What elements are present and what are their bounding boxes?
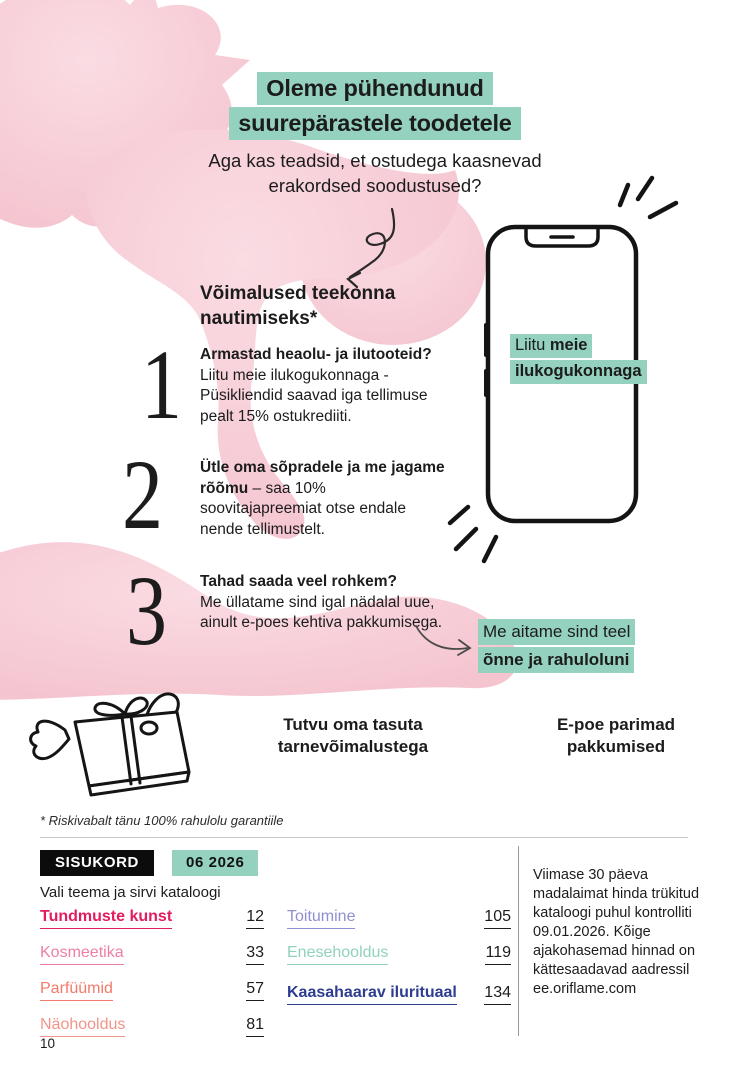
step-1-numeral: 1 [141, 329, 182, 440]
step-1-text [200, 345, 458, 427]
issue-badge: 06 2026 [172, 850, 258, 876]
toc-hint: Vali teema ja sirvi kataloogi [40, 884, 221, 901]
step-2-body: – saa 10% soovitajapreemiat otse endale nende tellimustelt. [200, 479, 406, 538]
banner-eshop: E-poe parimad pakkumised [556, 715, 676, 756]
steps-heading-line2: nautimiseks* [200, 308, 318, 329]
hero-title-line2: suurepärastele toodetele [229, 107, 520, 140]
steps-heading-line1: Võimalused teekonna [200, 283, 396, 304]
toc-page-number[interactable]: 105 [484, 908, 511, 929]
toc-page-number[interactable]: 134 [484, 984, 511, 1005]
toc-page-number[interactable]: 57 [246, 980, 264, 1001]
winged-gift-icon [25, 684, 200, 804]
phone-cta-line2: ilukogukonnaga [515, 362, 642, 380]
footnote: * Riskivabalt tänu 100% rahulolu garantiile [40, 813, 284, 828]
toc-row-kaasahaarav-ilurituaal[interactable] [287, 984, 511, 1005]
toc-link[interactable]: Kosmeetika [40, 944, 124, 965]
toc-badge: SISUKORD [40, 850, 154, 876]
steps-heading [200, 281, 395, 331]
step-1-heading: Armastad heaolu- ja ilutooteid? [200, 346, 432, 363]
step-3-body: Me üllatame sind igal nädalal uue, ainult e-poes kehtiva pakkumisega. [200, 593, 443, 631]
toc-page-number[interactable]: 81 [246, 1016, 264, 1037]
toc-row-parfuumid[interactable] [40, 980, 264, 1001]
legal-text: Viimase 30 päeva madalaimat hinda trükitud kataloogi puhul kontrolliti 09.01.2026. Kõige ajakohasemad hinnad on kättesaadavad aadressil ee.oriflame.com [533, 867, 700, 997]
callout-line2: õnne ja rahuloluni [483, 650, 630, 669]
phone-cta-line1 [510, 334, 592, 358]
page-number: 10 [40, 1036, 56, 1051]
step-3-numeral: 3 [126, 555, 167, 666]
hero-title-line1: Oleme pühendunud [257, 72, 492, 105]
emphasis-dashes-top-icon [620, 178, 676, 217]
step-2-heading: Ütle oma sõpradele ja me jagame rõõmu [200, 459, 445, 497]
toc-page-number[interactable]: 12 [246, 908, 264, 929]
callout-line1: Me aitame sind teel [478, 619, 635, 645]
step-2-text [200, 458, 450, 540]
banner-delivery: Tutvu oma tasuta tarnevõimalustega [277, 715, 429, 756]
step-3-heading: Tahad saada veel rohkem? [200, 573, 397, 590]
callout [478, 619, 635, 673]
toc-row-kosmeetika[interactable] [40, 944, 264, 965]
phone-cta-bold: meie [549, 336, 588, 354]
hero-subtitle-line1: Aga kas teadsid, et ostudega kaasnevad [208, 150, 542, 171]
phone-cta-regular: Liitu [515, 336, 550, 354]
divider-line [40, 837, 688, 838]
toc-row-toitumine[interactable] [287, 908, 511, 929]
step-2-numeral: 2 [122, 439, 163, 550]
callout-arrow-icon [412, 618, 478, 664]
toc-row-enesehooldus[interactable] [287, 944, 511, 965]
hero-title [155, 72, 595, 140]
toc-page-number[interactable]: 119 [485, 944, 511, 965]
emphasis-dashes-bottom-icon [450, 507, 496, 561]
toc-link[interactable]: Tundmuste kunst [40, 908, 172, 929]
phone-cta [510, 334, 647, 384]
vertical-divider [518, 846, 519, 1036]
toc-link[interactable]: Parfüümid [40, 980, 113, 1001]
toc-link[interactable]: Toitumine [287, 908, 355, 929]
toc-link[interactable]: Näohooldus [40, 1016, 125, 1037]
step-1-body: Liitu meie ilukogukonnaga - Püsikliendid saavad iga tellimuse pealt 15% ostukrediiti. [200, 366, 428, 425]
toc-column-2 [287, 908, 511, 1020]
hero-subtitle-line2: erakordsed soodustused? [268, 175, 482, 196]
toc-page-number[interactable]: 33 [246, 944, 264, 965]
toc-link[interactable]: Kaasahaarav ilurituaal [287, 984, 457, 1005]
toc-column-1 [40, 908, 264, 1052]
toc-row-tundmuste-kunst[interactable] [40, 908, 264, 929]
toc-row-naohooldus[interactable] [40, 1016, 264, 1037]
toc-link[interactable]: Enesehooldus [287, 944, 388, 965]
